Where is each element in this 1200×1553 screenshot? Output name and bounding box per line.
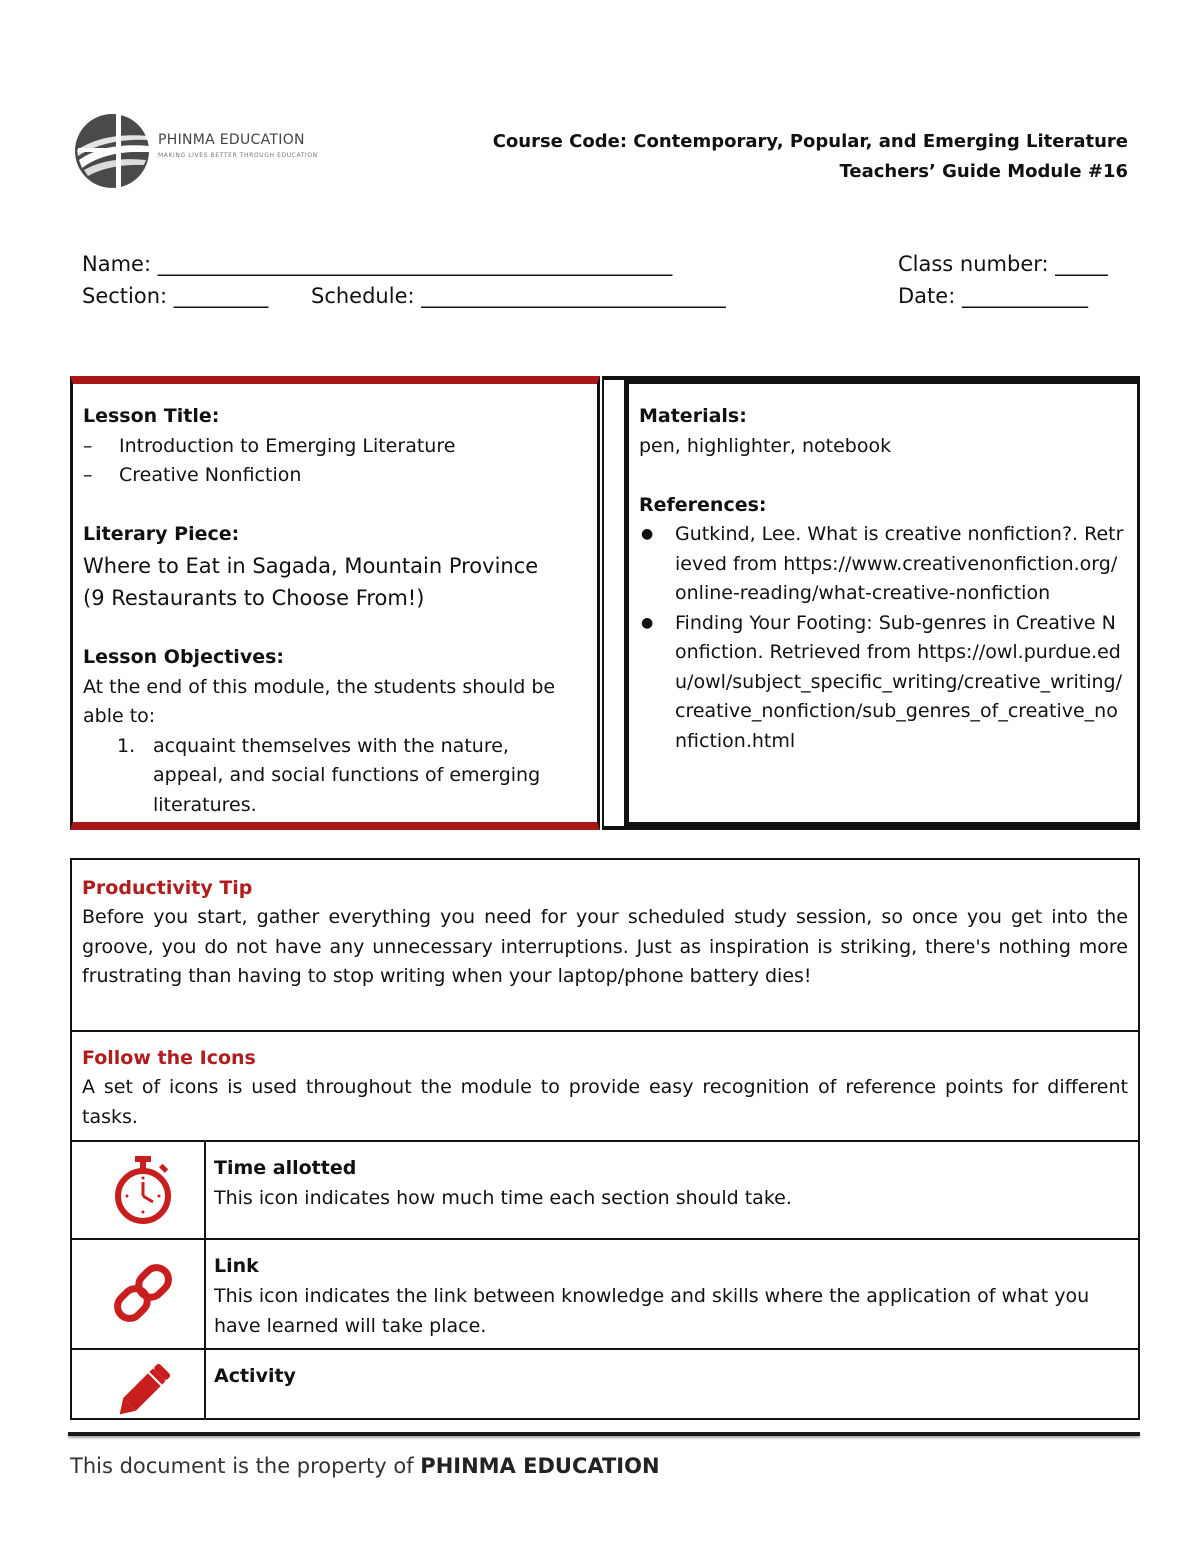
references-label: References: [639,493,767,516]
lesson-title-item: – Introduction to Emerging Literature [83,434,456,457]
objectives-label: Lesson Objectives: [83,646,284,668]
section-field[interactable]: Section: _________ [82,284,269,308]
name-field[interactable]: Name: _________________________________________________ [82,252,673,276]
pencil-icon [110,1360,176,1422]
follow-icons-text: A set of icons is used throughout the module to provide easy recognition of reference points for different tasks. [82,1076,1128,1128]
productivity-tip-text: Before you start, gather everything you need for your scheduled study session, so once you get into the groove, you do not have any unnecessary interruptions. Just as inspiration is striking, there's nothing more frustrating than having to stop writing when your laptop/phone battery dies! [82,906,1128,987]
materials-label: Materials: [639,405,747,427]
icon-row-title: Time allotted [214,1157,357,1179]
guide-table [70,858,1140,1420]
chain-link-icon [110,1260,176,1326]
icon-row-text: This icon indicates the link between knowledge and skills where the application of what you have learned will take place. [214,1285,1090,1337]
date-field[interactable]: Date: ____________ [898,284,1088,308]
icon-row-link [72,1238,1138,1348]
follow-icons-row [72,1030,1138,1140]
materials-list: pen, highlighter, notebook [639,434,892,457]
productivity-tip-label: Productivity Tip [82,877,253,899]
footer-text: This document is the property of PHINMA EDUCATION [70,1454,660,1478]
brand-tagline: MAKING LIVES BETTER THROUGH EDUCATION [158,152,318,159]
materials-box [626,376,1140,830]
reference-item: ● Finding Your Footing: Sub-genres in Creative Nonfiction. Retrieved from https://owl.purdue.edu/owl/subject_specific_writing/creative_writing/creative_nonfiction/sub_genres_of_creative_nonfiction.html [639,609,1127,757]
icon-row-title: Link [214,1255,259,1277]
lesson-title-label: Lesson Title: [83,405,220,427]
schedule-field[interactable]: Schedule: _____________________________ [311,284,726,308]
brand-name: PHINMA EDUCATION [158,132,305,148]
icon-row-activity [72,1348,1138,1418]
literary-piece-title: Where to Eat in Sagada, Mountain Province [83,553,539,578]
lesson-title-item: – Creative Nonfiction [83,464,302,486]
icon-row-title: Activity [214,1365,296,1387]
footer-rule [68,1432,1140,1436]
follow-icons-label: Follow the Icons [82,1047,256,1069]
lesson-info-box [70,376,600,830]
icon-row-time [72,1140,1138,1238]
literary-piece-label: Literary Piece: [83,523,240,545]
reference-item: ● Gutkind, Lee. What is creative nonfiction?. Retrieved from https://www.creativenonfiction.org/online-reading/what-creative-nonfiction [639,520,1127,609]
literary-piece-subtitle: (9 Restaurants to Choose From!) [83,585,425,610]
module-heading: Teachers’ Guide Module #16 [839,161,1128,182]
objectives-intro: At the end of this module, the students should be able to: [83,675,556,727]
box-divider [602,376,626,830]
stopwatch-icon [110,1154,176,1226]
course-code-heading: Course Code: Contemporary, Popular, and Emerging Literature [492,131,1128,152]
productivity-tip-row [72,860,1138,1030]
bullet-icon: ● [641,614,654,631]
bullet-icon: ● [641,526,654,542]
icon-row-text: This icon indicates how much time each section should take. [214,1187,792,1209]
objective-item: 1. acquaint themselves with the nature, appeal, and social functions of emerging literatures. [117,734,541,816]
phinma-logo [74,112,336,190]
class-number-field[interactable]: Class number: _____ [898,252,1108,276]
